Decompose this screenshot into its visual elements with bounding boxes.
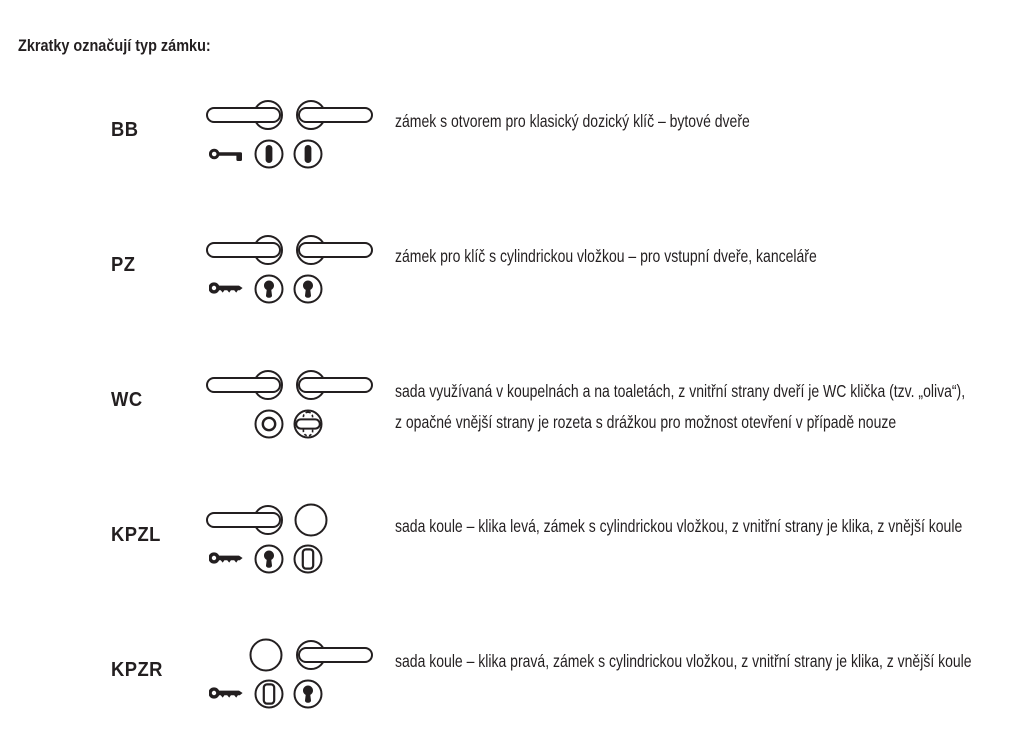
- pz-keyhole-rosette-icon: [256, 546, 283, 573]
- lever-handle-right-icon: [297, 236, 372, 264]
- cylinder-key-icon: [210, 554, 243, 563]
- lock-type-row-bb: [0, 97, 1011, 173]
- door-knob-icon: [296, 505, 327, 536]
- pz-keyhole-rosette-icon: [256, 276, 283, 303]
- lock-code-kpzl: KPZL: [111, 524, 161, 546]
- lock-type-row-wc: [0, 367, 1011, 443]
- lever-handle-left-icon: [207, 371, 282, 399]
- cylinder-key-icon: [210, 284, 243, 293]
- lever-handle-left-icon: [207, 101, 282, 129]
- pz-keyhole-rosette-icon: [295, 276, 322, 303]
- description-line: zámek s otvorem pro klasický dozický klíč – bytové dveře: [395, 111, 750, 131]
- lever-handle-right-icon: [297, 641, 372, 669]
- pz-keyhole-rosette-icon: [295, 681, 322, 708]
- groove-rosette-icon: [256, 411, 283, 438]
- lever-handle-right-icon: [297, 371, 372, 399]
- keyhole-rosette-icon: [256, 141, 283, 168]
- blind-rosette-icon: [295, 546, 322, 573]
- lock-type-row-kpzl: [0, 502, 1011, 578]
- pz-lockset-illustration: [205, 232, 375, 308]
- description-line: sada koule – klika pravá, zámek s cylindrickou vložkou, z vnitřní strany je klika, z vnější koule: [395, 651, 972, 671]
- lock-code-pz: PZ: [111, 254, 136, 276]
- lock-description-bb: [395, 106, 750, 137]
- wc-lockset-illustration: [205, 367, 375, 443]
- bb-lockset-illustration: [205, 97, 375, 173]
- blind-rosette-icon: [256, 681, 283, 708]
- cylinder-key-icon: [210, 689, 243, 698]
- kpzr-lockset-illustration: [205, 637, 375, 713]
- door-knob-icon: [251, 640, 282, 671]
- lock-description-wc: [395, 376, 965, 438]
- lock-code-wc: WC: [111, 389, 143, 411]
- description-line: sada využívaná v koupelnách a na toaletách, z vnitřní strany dveří je WC klička (tzv. „oliva“),: [395, 381, 966, 401]
- lever-handle-left-icon: [207, 506, 282, 534]
- lock-code-bb: BB: [111, 119, 139, 141]
- lock-description-kpzl: [395, 511, 962, 542]
- lever-handle-right-icon: [297, 101, 372, 129]
- lock-type-row-kpzr: [0, 637, 1011, 713]
- lock-type-row-pz: [0, 232, 1011, 308]
- lock-code-kpzr: KPZR: [111, 659, 163, 681]
- kpzl-lockset-illustration: [205, 502, 375, 578]
- description-line: sada koule – klika levá, zámek s cylindrickou vložkou, z vnitřní strany je klika, z vnější koule: [395, 516, 963, 536]
- description-line: z opačné vnější strany je rozeta s drážkou pro možnost otevření v případě nouze: [395, 412, 897, 432]
- wc-thumbturn-rosette-icon: [295, 411, 322, 438]
- lock-description-kpzr: [395, 646, 972, 677]
- lock-description-pz: [395, 241, 817, 272]
- keyhole-rosette-icon: [295, 141, 322, 168]
- page-title: Zkratky označují typ zámku:: [18, 36, 211, 56]
- classic-key-icon: [210, 150, 242, 161]
- lever-handle-left-icon: [207, 236, 282, 264]
- description-line: zámek pro klíč s cylindrickou vložkou – pro vstupní dveře, kanceláře: [395, 246, 817, 266]
